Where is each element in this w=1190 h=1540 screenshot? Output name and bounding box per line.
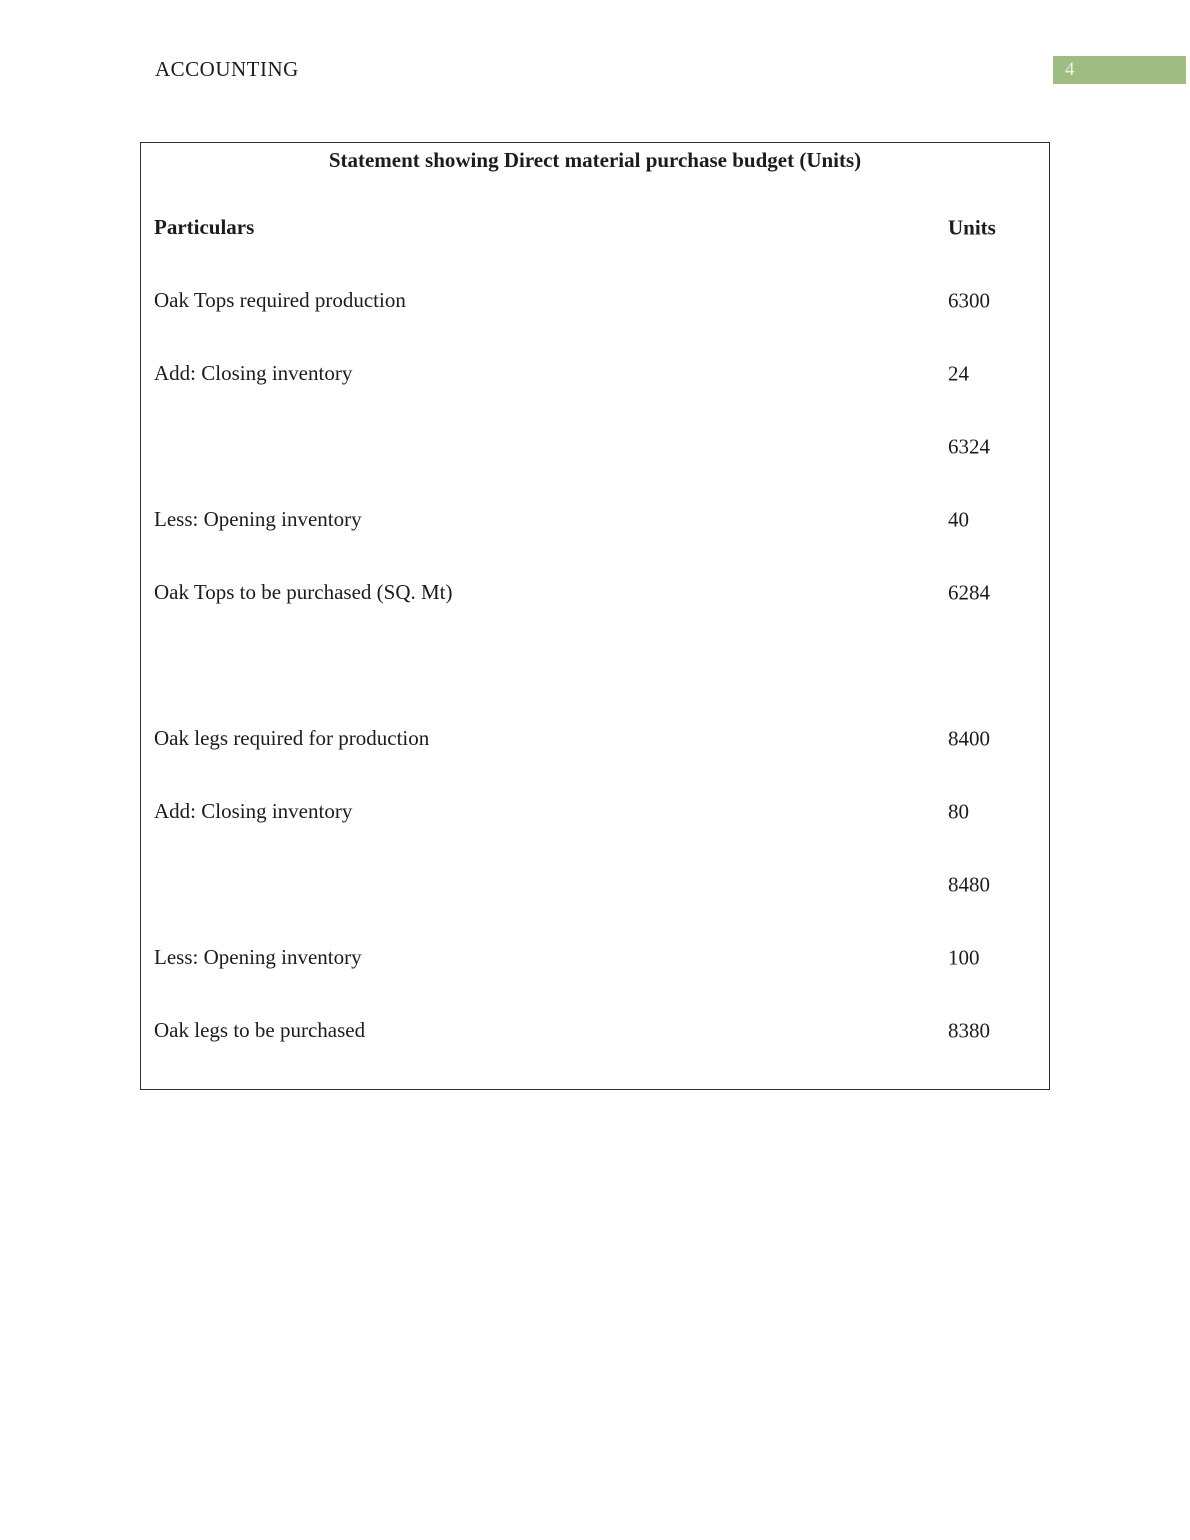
row-label: Add: Closing inventory	[154, 799, 353, 823]
table-row	[141, 483, 1049, 556]
table-title: Statement showing Direct material purchase budget (Units)	[328, 148, 862, 172]
column-header-particulars: Particulars	[154, 215, 255, 239]
table-row	[141, 702, 1049, 775]
row-value: 24	[948, 361, 969, 385]
row-value: 80	[948, 799, 969, 823]
row-value: 8400	[948, 726, 990, 750]
page-title: ACCOUNTING	[155, 57, 299, 81]
page-number: 4	[1065, 59, 1075, 80]
row-value: 6324	[948, 434, 990, 458]
table-row	[141, 556, 1049, 629]
row-value: 8380	[948, 1018, 990, 1042]
row-value: 40	[948, 507, 969, 531]
row-value: 8480	[948, 872, 990, 896]
row-value: 6300	[948, 288, 990, 312]
table-row	[141, 994, 1049, 1067]
table-row	[141, 264, 1049, 337]
row-label: Oak legs to be purchased	[154, 1018, 366, 1042]
row-value: 6284	[948, 580, 990, 604]
table-row	[141, 410, 1049, 483]
page-number-badge	[1053, 56, 1186, 84]
row-label: Oak legs required for production	[154, 726, 430, 750]
row-value: 100	[948, 945, 980, 969]
row-label: Add: Closing inventory	[154, 361, 353, 385]
table-row	[141, 337, 1049, 410]
column-header-units: Units	[948, 215, 996, 239]
table-row-blank	[141, 629, 1049, 702]
table-row	[141, 848, 1049, 921]
budget-table	[140, 142, 1050, 1090]
table-row	[141, 775, 1049, 848]
table-header-row	[141, 191, 1049, 264]
row-label: Less: Opening inventory	[154, 507, 362, 531]
row-label: Less: Opening inventory	[154, 945, 362, 969]
row-label: Oak Tops required production	[154, 288, 406, 312]
table-row	[141, 921, 1049, 994]
row-label: Oak Tops to be purchased (SQ. Mt)	[154, 580, 453, 604]
